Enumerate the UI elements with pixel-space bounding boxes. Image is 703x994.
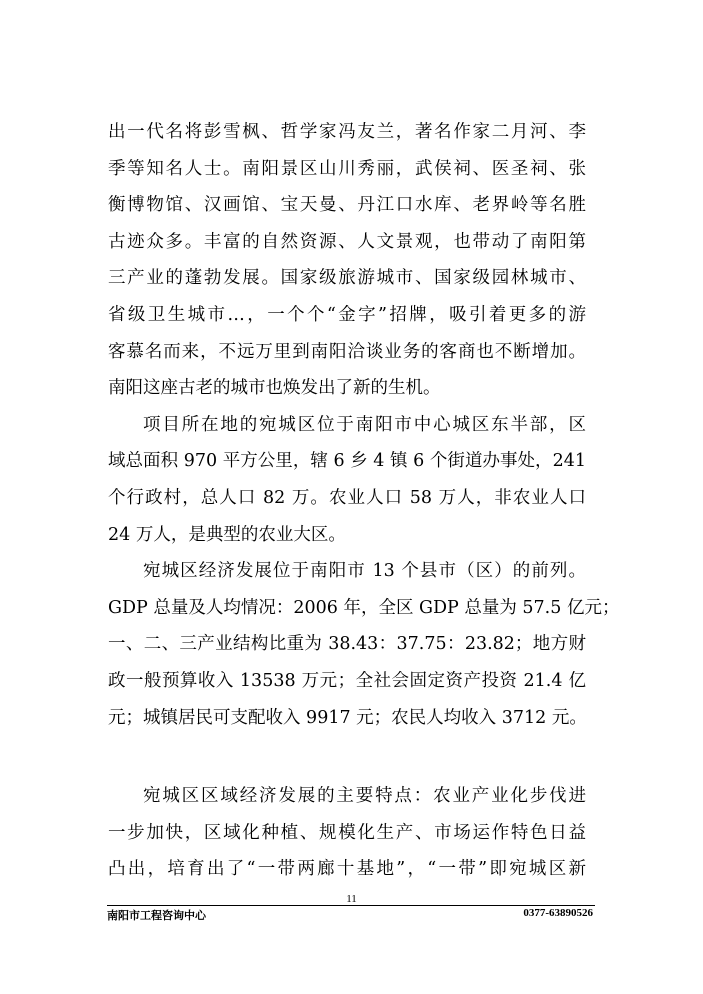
text-line: 一、二、三产业结构比重为 38.43：37.75：23.82；地方财	[108, 634, 586, 655]
text-line: 出一代名将彭雪枫、哲学家冯友兰，著名作家二月河、李	[108, 122, 586, 142]
text-line: 个行政村，总人口 82 万。农业人口 58 万人，非农业人口	[108, 487, 586, 508]
text-line: 古迹众多。丰富的自然资源、人文景观，也带动了南阳第	[108, 231, 586, 252]
footer-organization: 南阳市工程咨询中心	[107, 909, 206, 922]
text-line: 南阳这座古老的城市也焕发出了新的生机。	[108, 378, 441, 399]
text-line: GDP 总量及人均情况：2006 年，全区 GDP 总量为 57.5 亿元；	[108, 597, 620, 618]
text-line: 24 万人，是典型的农业大区。	[108, 524, 346, 545]
text-line: 客慕名而来，不远万里到南阳洽谈业务的客商也不断增加。	[108, 341, 586, 362]
body-text	[108, 114, 620, 888]
text-line: 项目所在地的宛城区位于南阳市中心城区东半部，区	[143, 414, 586, 435]
text-line: 宛城区经济发展位于南阳市 13 个县市（区）的前列。	[143, 561, 586, 582]
paragraph-gap	[108, 736, 586, 778]
footer-phone: 0377-63890526	[523, 907, 593, 919]
footer-divider	[107, 905, 595, 906]
text-line: 季等知名人士。南阳景区山川秀丽，武侯祠、医圣祠、张	[108, 158, 586, 179]
text-line: 元；城镇居民可支配收入 9917 元；农民人均收入 3712 元。	[108, 707, 587, 728]
page-number: 11	[346, 893, 357, 905]
text-line: 衡博物馆、汉画馆、宝天曼、丹江口水库、老界岭等名胜	[108, 195, 586, 216]
text-line: 宛城区区域经济发展的主要特点：农业产业化步伐进	[143, 786, 586, 807]
text-line: 省级卫生城市…，一个个“金字”招牌，吸引着更多的游	[108, 304, 586, 325]
text-line: 域总面积 970 平方公里，辖 6 乡 4 镇 6 个街道办事处，241	[108, 451, 586, 472]
text-line: 一步加快，区域化种植、规模化生产、市场运作特色日益	[108, 822, 586, 843]
text-line: 凸出，培育出了“一带两廊十基地”，“一带”即宛城区新	[108, 859, 586, 880]
text-line: 政一般预算收入 13538 万元；全社会固定资产投资 21.4 亿	[108, 670, 586, 691]
text-line: 三产业的蓬勃发展。国家级旅游城市、国家级园林城市、	[108, 268, 586, 289]
